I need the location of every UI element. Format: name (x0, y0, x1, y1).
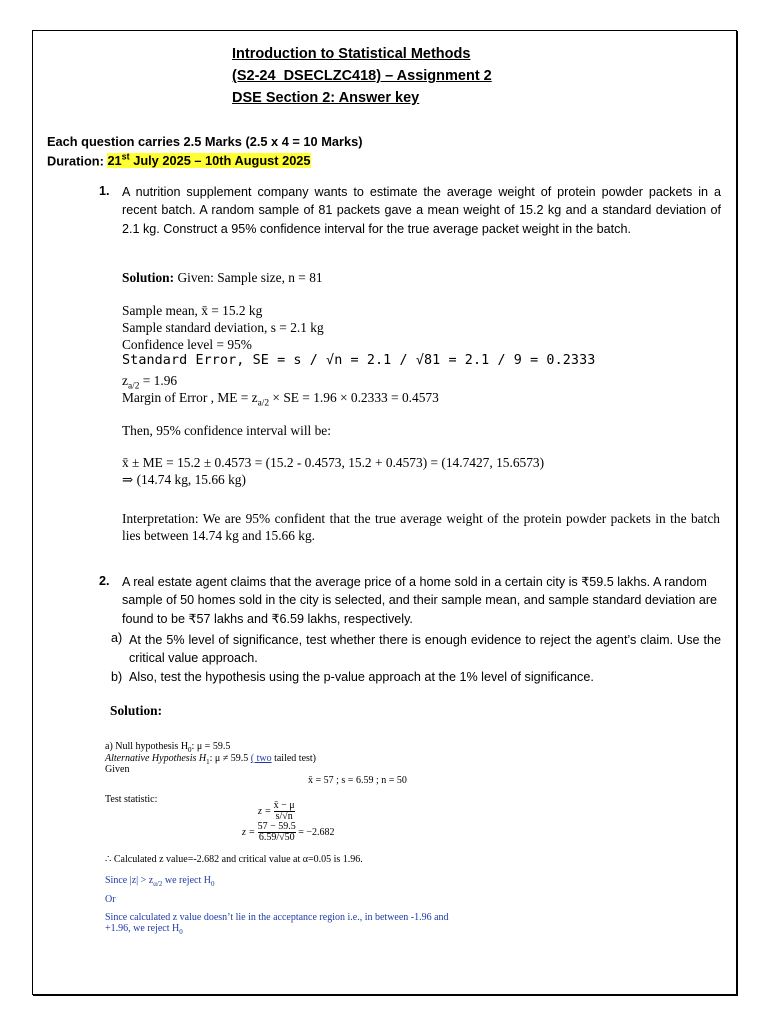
q2-text: A real estate agent claims that the average price of a home sold in a certain city is ₹59.5 lakhs. A random sample of 50 homes sold in the city is selected, and their sample mean, and sample standard deviation are found to be ₹57 lakhs and ₹6.59 lakhs, respectively. (122, 575, 718, 626)
q1-margin-of-error: Margin of Error , ME = $z_{a/2}$ × SE = 1.96 × 0.2333 = 0.4573 (122, 390, 439, 409)
q1-sample-sd: Sample standard deviation, s = 2.1 kg (122, 320, 324, 335)
q1-confidence-level: Confidence level = 95% (122, 337, 252, 352)
q1-interpretation: Interpretation: We are 95% confident that the true average weight of the protein powder packets in the batch lies between 14.74 kg and 15.66 kg. (122, 511, 720, 543)
z-calculation: z = $\frac{57 - 59.5}{6.59/√50}$ = −2.682 (242, 821, 335, 843)
duration-label: Duration: (47, 153, 108, 169)
q1-ci-result: ⇒ (14.74 kg, 15.66 kg) (122, 472, 246, 487)
q2-number: 2. (99, 574, 110, 588)
duration-line (47, 152, 311, 168)
reject-rule-2-line1: Since calculated z value doesn’t lie in the acceptance region i.e., in between -1.96 and (105, 912, 449, 923)
q2b-text: Also, test the hypothesis using the p-value approach at the 1% level of significance. (129, 670, 594, 684)
q1-z-value: $z_{a/2} = 1.96$ (122, 373, 178, 392)
q2-solution-image (100, 735, 520, 940)
alt-hypothesis: Alternative Hypothesis $H_1$: μ ≠ 59.5 ( two tailed test) (105, 753, 317, 766)
section-title: DSE Section 2: Answer key (232, 90, 420, 106)
q1-sample-mean: Sample mean, x̄ = 15.2 kg (122, 303, 263, 318)
page-title: Introduction to Statistical Methods (232, 46, 471, 62)
q2a-label: a) (111, 631, 123, 645)
q2b-label: b) (111, 670, 123, 684)
course-code-title: (S2-24_DSECLZC418) – Assignment 2 (232, 68, 492, 84)
given-values: x̄ = 57 ; s = 6.59 ; n = 50 (308, 775, 407, 786)
q1-ci-calc: x̄ ± ME = 15.2 ± 0.4573 = (15.2 - 0.4573, 15.2 + 0.4573) = (14.7427, 15.6573) (122, 455, 545, 470)
q1-number: 1. (99, 184, 110, 198)
q1-solution-label: Solution: (122, 270, 175, 285)
test-statistic-label: Test statistic: (105, 794, 158, 805)
duration-dates: 21st July 2025 – 10th August 2025 (107, 152, 311, 169)
q1-text: A nutrition supplement company wants to estimate the average weight of protein powder packets in a recent batch. A random sample of 81 packets gave a mean weight of 15.2 kg and a standard deviation of 2.1 kg. Construct a 95% confidence interval for the true average packet weight in the batch. (122, 185, 721, 236)
q2-solution-label: Solution: (110, 703, 163, 718)
given-label: Given (105, 764, 130, 775)
or-label: Or (105, 894, 116, 905)
calculated-z-note: ∴ Calculated z value=-2.682 and critical value at α=0.05 is 1.96. (105, 854, 363, 865)
q1-given: Solution: Given: Sample size, n = 81 (122, 270, 323, 285)
reject-rule-2-line2: +1.96, we reject $H_0$ (105, 923, 183, 936)
q2a-text: At the 5% level of significance, test whether there is enough evidence to reject the agent’s claim. Use the critical value approach. (129, 633, 721, 666)
q1-standard-error: Standard Error, SE = s / √n = 2.1 / √81 = 2.1 / 9 = 0.2333 (122, 353, 596, 368)
marks-note: Each question carries 2.5 Marks (2.5 x 4 = 10 Marks) (47, 134, 363, 149)
z-formula: z = $\frac{x̄ - \mu}{s/√n}$ (258, 800, 295, 822)
reject-rule-1: Since $|z| > z_{\alpha/2}$ we reject $H_0$ (105, 875, 215, 888)
q1-then: Then, 95% confidence interval will be: (122, 423, 331, 438)
null-hypothesis: a) Null hypothesis $H_0$: μ = 59.5 (105, 741, 231, 754)
